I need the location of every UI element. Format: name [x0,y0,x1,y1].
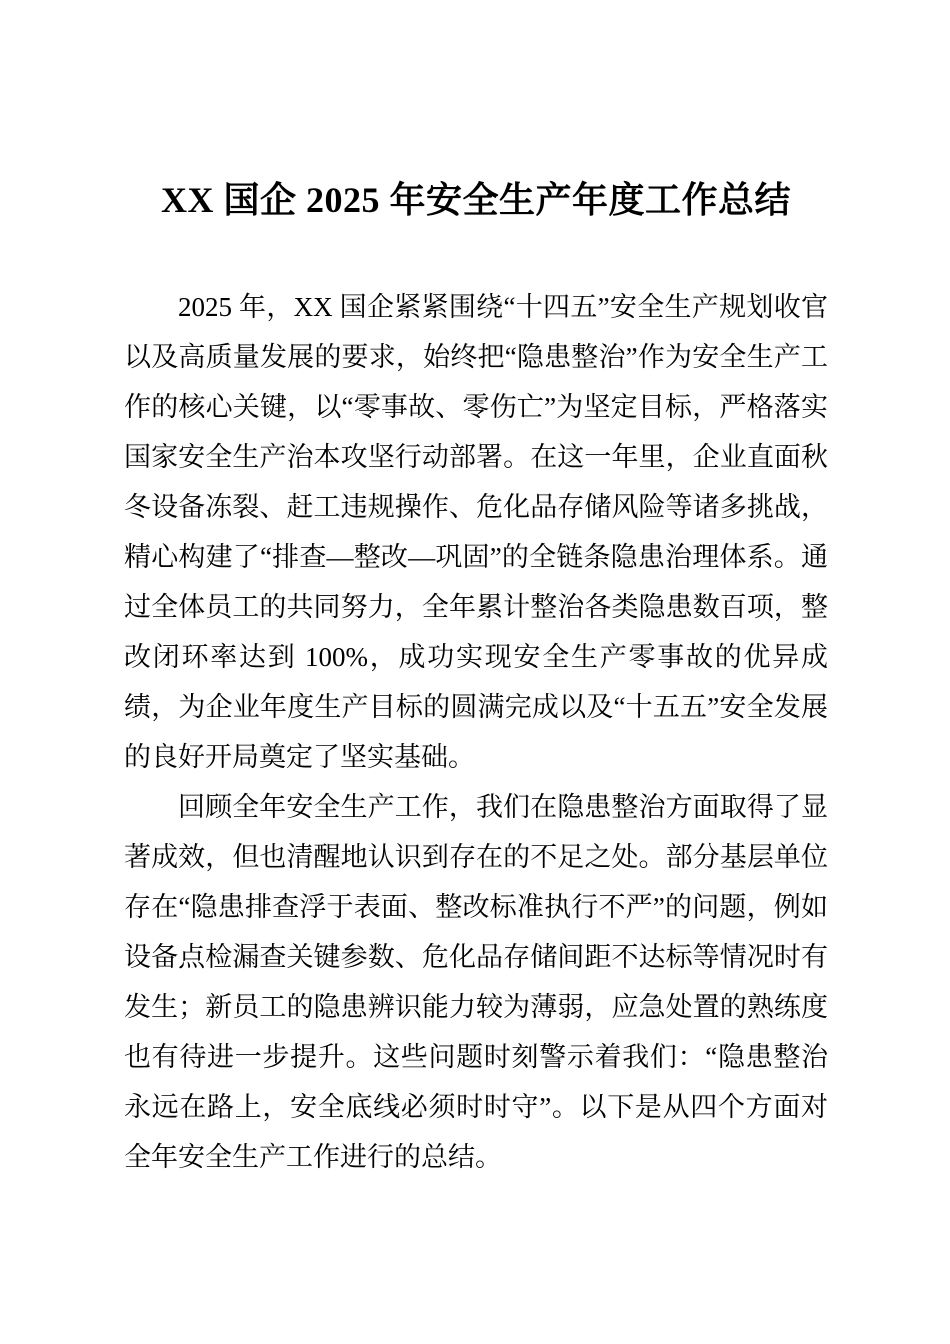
paragraph-overview: 2025 年，XX 国企紧紧围绕“十四五”安全生产规划收官以及高质量发展的要求，始终把“隐患整治”作为安全生产工作的核心关键，以“零事故、零伤亡”为坚定目标，严格落实国家安全生产治本攻坚行动部署。在这一年里，企业直面秋冬设备冻裂、赶工违规操作、危化品存储风险等诸多挑战，精心构建了“排查—整改—巩固”的全链条隐患治理体系。通过全体员工的共同努力，全年累计整治各类隐患数百项，整改闭环率达到 100%，成功实现安全生产零事故的优异成绩，为企业年度生产目标的圆满完成以及“十五五”安全发展的良好开局奠定了坚实基础。 [124,292,828,772]
paragraph-review: 回顾全年安全生产工作，我们在隐患整治方面取得了显著成效，但也清醒地认识到存在的不足之处。部分基层单位存在“隐患排查浮于表面、整改标准执行不严”的问题，例如设备点检漏查关键参数、危化品存储间距不达标等情况时有发生；新员工的隐患辨识能力较为薄弱，应急处置的熟练度也有待进一步提升。这些问题时刻警示着我们：“隐患整治永远在路上，安全底线必须时时守”。以下是从四个方面对全年安全生产工作进行的总结。 [124,792,828,1172]
document-title: XX 国企 2025 年安全生产年度工作总结 [161,180,791,220]
